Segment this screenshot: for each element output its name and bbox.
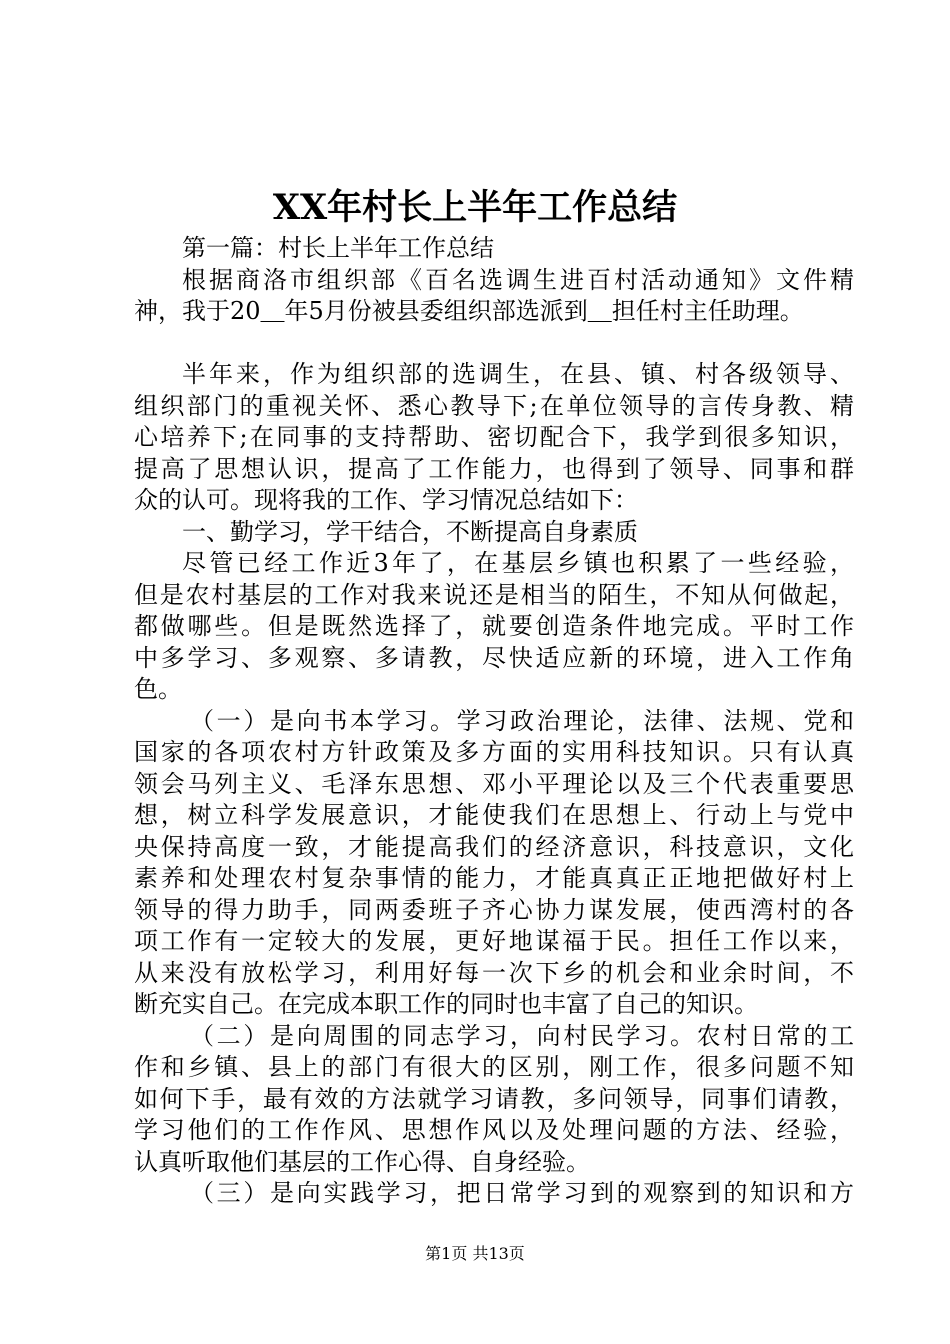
text-line: 学习他们的工作作风、思想作风以及处理问题的方法、经验， (134, 1116, 854, 1144)
text-line: 作和乡镇、县上的部门有很大的区别，刚工作，很多问题不知 (134, 1053, 854, 1081)
text-line: 都做哪些。但是既然选择了，就要创造条件地完成。平时工作 (134, 612, 854, 640)
text-line: 第一篇：村长上半年工作总结 (182, 234, 494, 262)
text-line: 素养和处理农村复杂事情的能力，才能真真正正地把做好村上 (134, 864, 854, 892)
text-line: 色。 (134, 675, 182, 703)
text-line: 国家的各项农村方针政策及多方面的实用科技知识。只有认真 (134, 738, 854, 766)
text-line: 众的认可。现将我的工作、学习情况总结如下： (134, 486, 638, 514)
text-line: 领会马列主义、毛泽东思想、邓小平理论以及三个代表重要思 (134, 769, 854, 798)
text-line: 组织部门的重视关怀、悉心教导下;在单位领导的言传身教、精 (134, 391, 854, 420)
text-line: 尽管已经工作近3年了，在基层乡镇也积累了一些经验， (182, 549, 854, 577)
text-line: 从来没有放松学习，利用好每一次下乡的机会和业余时间，不 (134, 958, 854, 987)
document-body (134, 233, 854, 1210)
text-line (134, 328, 854, 360)
text-line: 半年来，作为组织部的选调生，在县、镇、村各级领导、 (182, 360, 854, 388)
text-line: 断充实自己。在完成本职工作的同时也丰富了自己的知识。 (134, 990, 758, 1018)
text-line: （二）是向周围的同志学习，向村民学习。农村日常的工 (190, 1021, 854, 1050)
text-line: 央保持高度一致，才能提高我们的经济意识，科技意识，文化 (134, 832, 854, 861)
page-footer: 第1页 共13页 (425, 1244, 525, 1263)
text-line: 根据商洛市组织部《百名选调生进百村活动通知》文件精 (182, 265, 854, 294)
text-line: 心培养下;在同事的支持帮助、密切配合下，我学到很多知识， (134, 423, 854, 451)
text-line: 认真听取他们基层的工作心得、自身经验。 (134, 1147, 590, 1176)
document-title: XX年村长上半年工作总结 (272, 187, 678, 228)
text-line: 中多学习、多观察、多请教，尽快适应新的环境，进入工作角 (134, 643, 854, 672)
text-line: 提高了思想认识，提高了工作能力，也得到了领导、同事和群 (134, 454, 854, 483)
text-line: （一）是向书本学习。学习政治理论，法律、法规、党和 (190, 706, 854, 735)
text-line: 想，树立科学发展意识，才能使我们在思想上、行动上与党中 (134, 801, 854, 829)
text-line: 项工作有一定较大的发展，更好地谋福于民。担任工作以来， (134, 927, 854, 955)
text-line: 神，我于20＿年5月份被县委组织部选派到＿担任村主任助理。 (134, 297, 804, 325)
text-line: 如何下手，最有效的方法就学习请教，多问领导，同事们请教， (134, 1084, 854, 1113)
text-line: 领导的得力助手，同两委班子齐心协力谋发展，使西湾村的各 (134, 895, 854, 924)
text-line: 一、勤学习，学干结合，不断提高自身素质 (182, 517, 638, 546)
text-line: 但是农村基层的工作对我来说还是相当的陌生，不知从何做起， (134, 580, 854, 609)
text-line: （三）是向实践学习，把日常学习到的观察到的知识和方 (190, 1179, 854, 1207)
